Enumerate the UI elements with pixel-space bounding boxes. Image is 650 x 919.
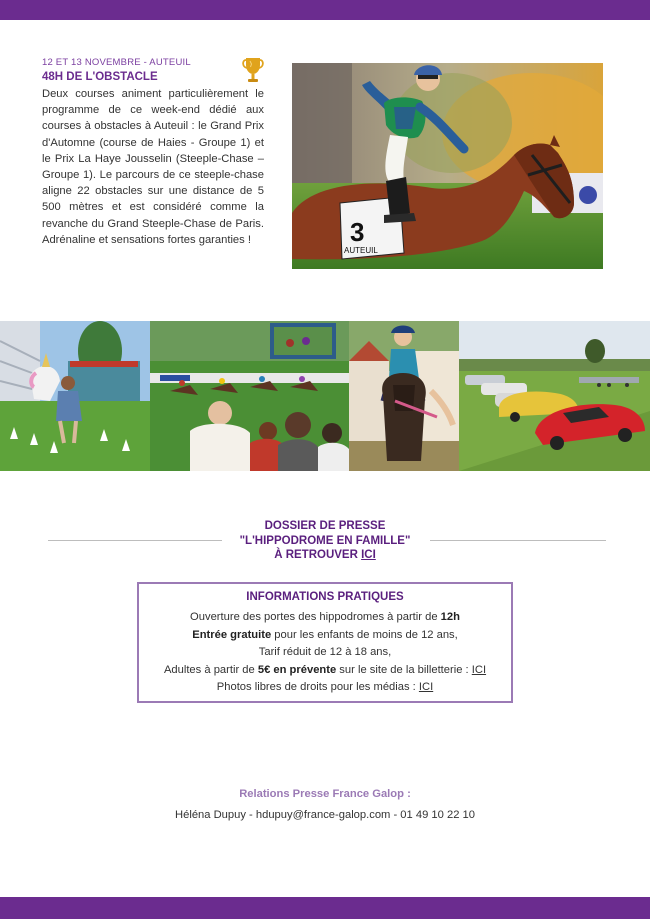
practical-info-title: INFORMATIONS PRATIQUES (246, 591, 404, 603)
divider-right (430, 540, 606, 541)
info-adult-text: Adultes à partir de (163, 663, 258, 676)
media-photos-link[interactable]: ICI (418, 681, 434, 693)
info-free-entry-text: pour les enfants de moins de 12 ans, (271, 628, 458, 641)
press-kit-section (0, 519, 650, 563)
child-pony-photo (349, 321, 459, 471)
saddle-number: 3 (350, 217, 365, 247)
info-ticketing-text: sur le site de la billetterie : (336, 663, 472, 676)
practical-info-box (137, 582, 513, 703)
info-opening-text: Ouverture des portes des hippodromes à partir de (190, 611, 441, 623)
press-contact-details: Héléna Dupuy - hdupuy@france-galop.com - 01 49 10 22 10 (175, 809, 475, 821)
trophy-icon (242, 56, 264, 86)
photo-strip (0, 321, 650, 471)
event-description: Deux courses animent particulièrement le programme de ce week-end dédié aux courses à obstacles à Auteuil : le Grand Prix d'Automne (course de Haies - Groupe 1) et le Prix La Haye Jousselin (Steeple-Chase – Groupe 1). Le parcours de ce steeple-chase aligne 22 obstacles sur une distance de 5 500 mètres et est considéré comme la revanche du Grand Steeple-Chase de Paris. Adrénaline et sensations fortes garanties ! (42, 88, 264, 246)
press-kit-line-2: "L'HIPPODROME EN FAMILLE" (239, 534, 411, 547)
info-adult-price (139, 662, 511, 680)
info-free-entry (139, 627, 511, 645)
top-banner-bar (0, 0, 650, 20)
family-watching-race-photo (150, 321, 349, 471)
vintage-cars-photo (459, 321, 650, 471)
press-kit-link[interactable]: ICI (361, 549, 376, 561)
event-block (42, 57, 264, 248)
info-media-photos (139, 679, 511, 697)
ticketing-link[interactable]: ICI (471, 663, 487, 676)
child-unicorn-photo (0, 321, 150, 471)
event-date: 12 ET 13 NOVEMBRE - AUTEUIL (42, 57, 191, 68)
info-reduced-rate: Tarif réduit de 12 à 18 ans, (258, 646, 392, 658)
info-media-text: Photos libres de droits pour les médias : (216, 681, 419, 693)
info-adult-price-bold: 5€ en prévente (257, 663, 337, 676)
info-opening-time: 12h (440, 611, 460, 623)
press-kit-prefix: À RETROUVER (274, 549, 362, 561)
bottom-banner-bar (0, 897, 650, 919)
press-contact (0, 788, 650, 821)
press-contact-title: Relations Presse France Galop : (239, 788, 411, 800)
press-kit-line-3 (0, 548, 650, 563)
event-title: 48H DE L'OBSTACLE (42, 71, 158, 83)
jockey-celebration-photo (292, 63, 603, 269)
info-free-entry-bold: Entrée gratuite (192, 628, 272, 641)
divider-left (48, 540, 222, 541)
saddle-text: AUTEUIL (344, 246, 378, 255)
info-opening-hours (139, 609, 511, 627)
press-kit-line-1: DOSSIER DE PRESSE (264, 520, 386, 532)
